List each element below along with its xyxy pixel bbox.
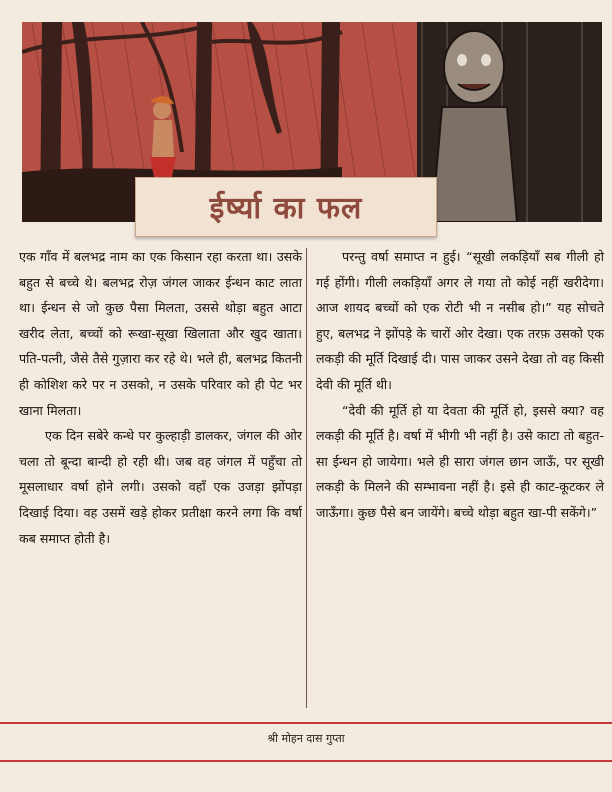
author-credit: श्री मोहन दास गुप्ता bbox=[267, 732, 345, 745]
paragraph: “देवी की मूर्ति हो या देवता की मूर्ति हो, इससे क्या? वह लकड़ी की मूर्ति है। वर्षा में भीगी भी नहीं है। उसे काटा तो बहुत-सा ईन्धन हो जायेगा। भले ही सारा जंगल छान जाऊँ, पर सूखी लकड़ी के मिलने की सम्भावना नहीं है। इसे ही काट-कूटकर ले जाऊँगा। कुछ पैसे बन जायेंगे। बच्चे थोड़ा बहुत खा-पी सकेंगे।” bbox=[316, 402, 604, 520]
paragraph: एक गाँव में बलभद्र नाम का एक किसान रहा करता था। उसके बहुत से बच्चे थे। बलभद्र रोज़ जंगल जाकर ईन्धन काट लाता था। ईन्धन से जो कुछ पैसा मिलता, उससे थोड़ा बहुत आटा खरीद लेता, बच्चों को रूखा-सूखा खिलाता और खुद खाता। पति-पत्नी, जैसे तैसे गुज़ारा कर रहे थे। भले ही, बलभद्र कितनी ही कोशिश करे पर न उसको, न उसके परिवार को ही पेट भर खाना मिलता। bbox=[19, 249, 302, 418]
column-divider bbox=[306, 248, 307, 708]
divider-rule bbox=[0, 760, 612, 762]
divider-rule bbox=[0, 722, 612, 724]
paragraph: परन्तु वर्षा समाप्त न हुई। “सूखी लकड़ियाँ सब गीली हो गई होंगी। गीली लकड़ियाँ अगर ले गया तो कोई नहीं खरीदेगा। आज शायद बच्चों को एक रोटी भी न नसीब हो।” यह सोचते हुए, बलभद्र ने झोंपड़े के चारों ओर देखा। एक तरफ़ उसको एक लकड़ी की मूर्ति दिखाई दी। पास जाकर उसने देखा तो वह किसी देवी की मूर्ति थी। bbox=[316, 249, 604, 392]
paragraph: एक दिन सबेरे कन्धे पर कुल्हाड़ी डालकर, जंगल की ओर चला तो बून्दा बान्दी हो रही थी। जब वह जंगल में पहुँचा तो मूसलाधार वर्षा होने लगी। उसको वहाँ एक उजड़ा झोंपड़ा दिखाई दिया। वह उसमें खड़े होकर प्रतीक्षा करने लगा कि वर्षा कब समाप्त होती है। bbox=[19, 428, 302, 546]
story-title: ईर्ष्या का फल bbox=[209, 191, 363, 226]
right-column bbox=[316, 244, 604, 526]
title-box bbox=[135, 177, 437, 237]
left-column bbox=[19, 244, 302, 551]
